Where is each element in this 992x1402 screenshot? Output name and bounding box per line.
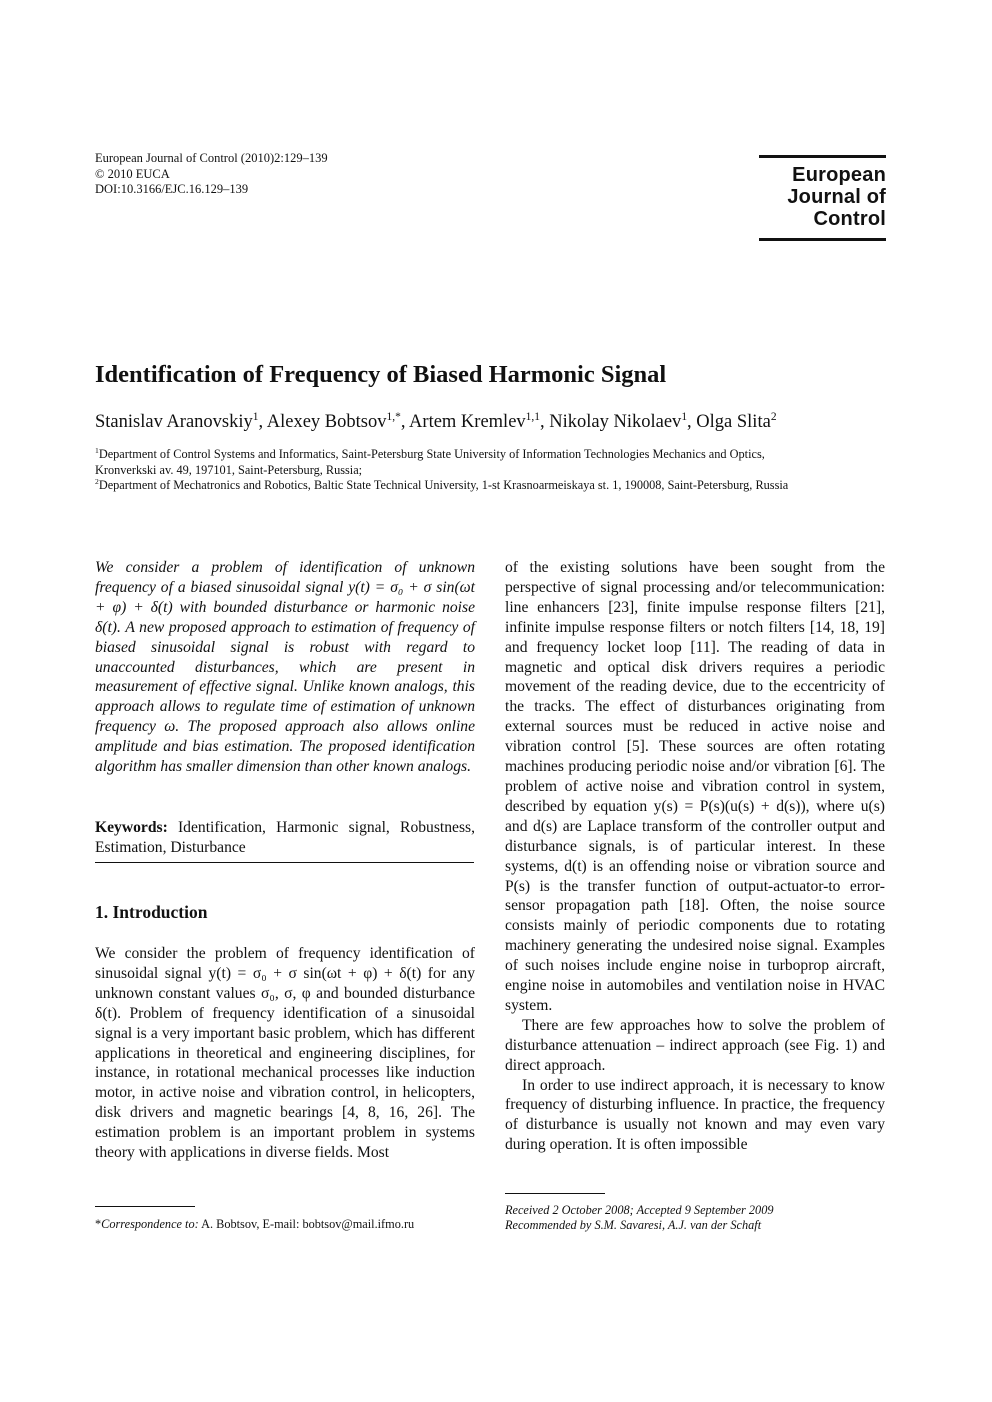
footnote-rule-left (95, 1206, 195, 1207)
correspondence-footnote (95, 1217, 414, 1232)
author-affiliation-mark: 1 (681, 410, 688, 423)
affiliation-text: Department of Mechatronics and Robotics, Baltic State Technical University, 1-st Krasnoarmeiskaya st. 1, 190008, Saint-Petersburg, Russia (98, 478, 789, 492)
author-name: Olga Slita (696, 412, 771, 432)
affiliation-mark: 1 (95, 445, 99, 455)
footnote-label: Correspondence to: (101, 1217, 199, 1231)
affiliation-1 (95, 447, 788, 463)
abstract-divider (95, 862, 474, 863)
author-affiliation-mark: 2 (770, 410, 777, 423)
author-name: Alexey Bobtsov (266, 412, 387, 432)
right-column (505, 558, 885, 1155)
body-paragraph: of the existing solutions have been sought from the perspective of signal processing and/or telecommunication: line enhancers [23], finite impulse response filters [21], infinite impulse response filters or notch filters [14, 18, 19] and frequency locket loop [11]. The reading of data in magnetic and optical disk drivers requires a periodic movement of the reading device, due to the eccentricity of the tracks. The effect of disturbances originating from external sources must be reduced in active noise and vibration control [5]. These sources are often rotating machines producing periodic noise and/or vibration [6]. The problem of active noise and vibration control in system, described by equation y(s) = P(s)(u(s) + d(s)), where u(s) and d(s) are Laplace transform of the controller output and disturbance signals, is of particular interest. In these systems, d(t) is an offending noise or vibration source and P(s) is the transfer function of output-actuator-to error-sensor propagation path [18]. Often, the noise source consists mainly of periodic components due to rotating machinery generating the undesired noise signal. Examples of such noises include engine noise in turboprop aircraft, engine noise in automobiles and ventilation noise in HVAC system. (505, 559, 885, 1014)
footnote-text: A. Bobtsov, E-mail: bobtsov@mail.ifmo.ru (198, 1217, 415, 1231)
author-affiliation-mark: 1,1 (525, 410, 541, 423)
affiliation-1-cont: Kronverkski av. 49, 197101, Saint-Petersburg, Russia; (95, 462, 363, 477)
affiliation-2 (95, 478, 788, 494)
footnote-rule-right (505, 1193, 605, 1194)
section-heading: 1. Introduction (95, 902, 208, 922)
affiliation-mark: 2 (95, 476, 99, 486)
logo-line-1: European (792, 164, 886, 186)
journal-citation: European Journal of Control (2010)2:129–139 (95, 151, 328, 165)
intro-paragraph: We consider the problem of frequency identification of sinusoidal signal y(t) = σ₀ + σ sin(ωt + φ) + δ(t) for any unknown constant values σ₀, σ, φ and bounded disturbance δ(t). Problem of frequency identification of a sinusoidal signal is a very important basic problem, which has different applications in theoretical and engineering disciplines, for instance, in rotational mechanical processes like induction motor, in active noise and vibration control, in helicopters, disk drivers and magnetic bearings [4, 8, 16, 26]. The estimation problem is an important problem in systems theory with applications in diverse fields. Most (95, 945, 475, 1162)
dates-footnote (505, 1203, 774, 1233)
keywords-text: Identification, Harmonic signal, Robustness, Estimation, Disturbance (95, 819, 475, 856)
author-name: Artem Kremlev (409, 412, 526, 432)
footnote-star: * (95, 1217, 102, 1231)
body-paragraph: In order to use indirect approach, it is necessary to know frequency of disturbing influence. In practice, the frequency of disturbance is usually not known and may even vary during operation. It is often impossible (505, 1076, 885, 1154)
author-name: Nikolay Nikolaev (549, 412, 682, 432)
received-line: Received 2 October 2008; Accepted 9 September 2009 (505, 1203, 774, 1217)
copyright: © 2010 EUCA (95, 166, 170, 181)
logo-line-3: Control (813, 208, 886, 230)
abstract-text: We consider a problem of identification of unknown frequency of a biased sinusoidal signal y(t) = σ₀ + σ sin(ωt + φ) + δ(t) with bounded disturbance or harmonic noise δ(t). A new proposed approach to estimation of frequency of biased sinusoidal signal is robust with regard to unaccounted disturbances, which are present in measurement of effective signal. Unlike known analogs, this approach allows to regulate time of estimation of unknown frequency ω. The proposed approach also allows online amplitude and bias estimation. The proposed identification algorithm has smaller dimension than other known analogs. (95, 559, 475, 776)
author-list: Stanislav Aranovskiy$^1$, Alexey Bobtsov$^{1,*}$, Artem Kremlev$^{1,1}$, Nikolay Nikolaev$^1$, Olga Slita$^2$ (95, 410, 777, 432)
body-paragraph: There are few approaches how to solve the problem of disturbance attenuation – indirect approach (see Fig. 1) and direct approach. (505, 1016, 885, 1074)
abstract (95, 558, 475, 777)
keywords-label: Keywords: (95, 819, 168, 836)
affiliations (95, 447, 788, 494)
keywords (95, 818, 475, 858)
author-name: Stanislav Aranovskiy (95, 412, 253, 432)
journal-logo (759, 155, 886, 241)
doi: DOI:10.3166/EJC.16.129–139 (95, 182, 249, 196)
author-affiliation-mark: 1 (252, 410, 259, 423)
author-affiliation-mark: 1,* (386, 410, 401, 423)
recommended-line: Recommended by S.M. Savaresi, A.J. van der Schaft (505, 1218, 762, 1232)
intro-column (95, 944, 475, 1163)
affiliation-text: Department of Control Systems and Informatics, Saint-Petersburg State University of Information Technologies Mechanics and Optics, (98, 447, 765, 461)
journal-header (95, 151, 328, 198)
logo-line-2: Journal of (787, 186, 886, 208)
paper-title: Identification of Frequency of Biased Harmonic Signal (95, 361, 667, 388)
